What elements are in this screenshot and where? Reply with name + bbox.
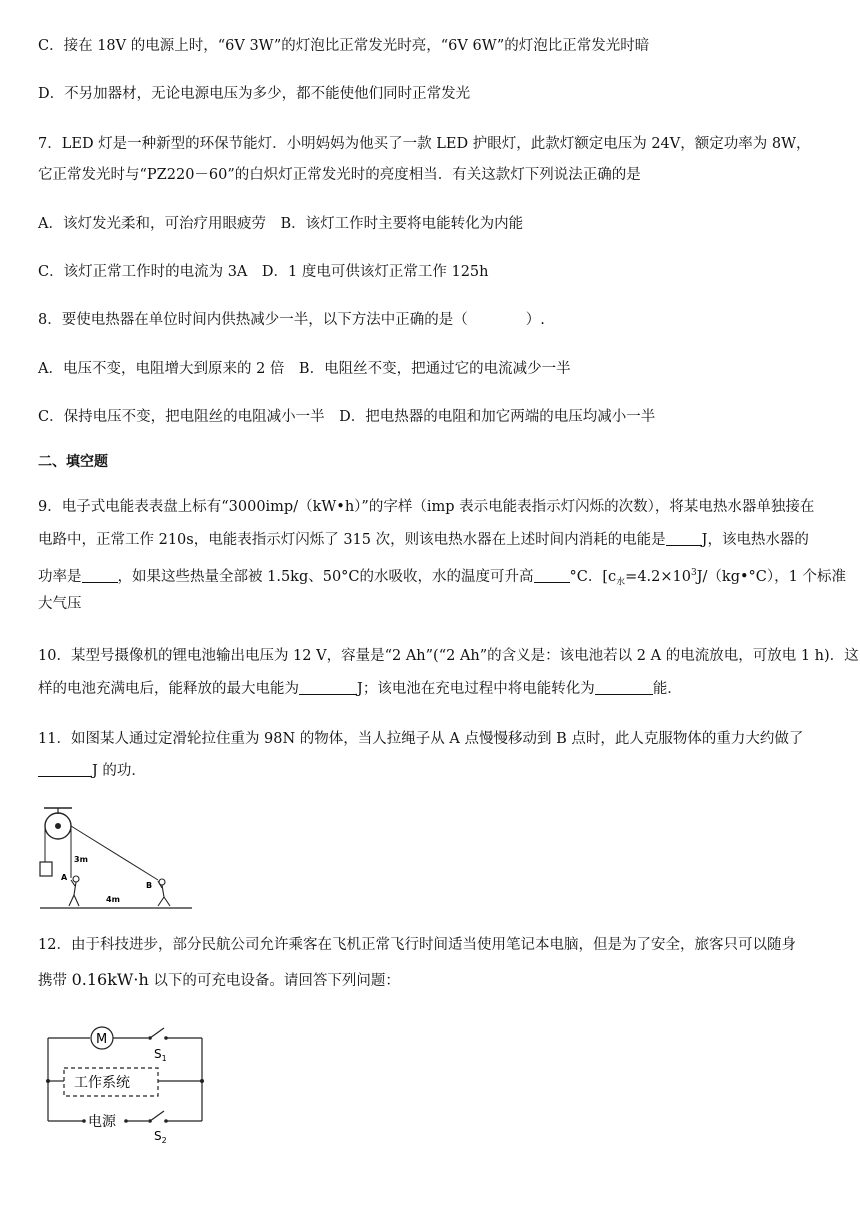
q6-option-d: D．不另加器材，无论电源电压为多少，都不能使他们同时正常发光 bbox=[38, 86, 471, 102]
q10-line2 bbox=[38, 679, 828, 699]
switch-s1-label: $S_1$ bbox=[154, 1047, 167, 1063]
q8-options-cd: C．保持电压不变，把电阻丝的电阻减小一半 D．把电热器的电阻和加它两端的电压均减小一半 bbox=[38, 409, 656, 425]
q12-energy-limit: 0.16kW·h bbox=[71, 970, 149, 989]
q9-line3-text-a: 功率是 bbox=[38, 568, 82, 585]
q9-line3 bbox=[38, 563, 846, 593]
q9-exponent: 3 bbox=[690, 568, 697, 578]
q11-blank-work[interactable] bbox=[38, 762, 92, 777]
rope-slanted bbox=[71, 826, 158, 880]
distance-label: 4m bbox=[106, 895, 120, 904]
point-a-label: A bbox=[61, 873, 68, 882]
q9-blank-temperature[interactable] bbox=[534, 568, 570, 583]
q10-line2-text-b: J；该电池在充电过程中将电能转化为 bbox=[357, 681, 595, 697]
q9-line3-text-b: ，如果这些热量全部被 1.5kg、50°C的水吸收，水的温度可升高 bbox=[117, 568, 534, 585]
q7-options-ab: A．该灯发光柔和，可治疗用眼疲劳 B．该灯工作时主要将电能转化为内能 bbox=[38, 216, 524, 232]
q12-line1: 12．由于科技进步，部分民航公司允许乘客在飞机正常飞行时间适当使用笔记本电脑，但是为了安全，旅客只可以随身 bbox=[38, 937, 796, 953]
person-at-a bbox=[69, 876, 79, 906]
q9-line2-text-b: J，该电热水器的 bbox=[701, 532, 809, 548]
q9-blank-energy[interactable] bbox=[666, 531, 702, 546]
pulley-figure bbox=[36, 800, 196, 912]
q9-line2-text-a: 电路中，正常工作 210s，电能表指示灯闪烁了 315 次，则该电热水器在上述时间内消耗的电能是 bbox=[38, 532, 666, 548]
q12-line2-text-c: 以下的可充电设备。请回答下列问题： bbox=[148, 973, 400, 989]
section-heading-fill-in: 二、填空题 bbox=[38, 454, 108, 470]
q9-line3-text-e: J/（kg•°C），1 个标准 bbox=[696, 568, 846, 585]
point-b-label: B bbox=[146, 881, 153, 890]
q6-option-c: C．接在 18V 的电源上时，“6V 3W”的灯泡比正常发光时亮，“6V 6W”的灯泡比正常发光时暗 bbox=[38, 38, 650, 54]
weight-block bbox=[40, 862, 52, 876]
q10-blank-form[interactable] bbox=[595, 680, 653, 695]
q9-line3-text-c: °C．[c bbox=[569, 568, 617, 585]
q10-line1: 10．某型号摄像机的锂电池输出电压为 12 V，容量是“2 Ah”(“2 Ah”的含义是：该电池若以 2 A 的电流放电，可放电 1 h)．这 bbox=[38, 648, 859, 664]
q11-line2 bbox=[38, 761, 828, 781]
q9-line2 bbox=[38, 530, 828, 550]
q11-line2-text: J 的功． bbox=[92, 763, 146, 779]
q8-stem: 8．要使电热器在单位时间内供热减少一半，以下方法中正确的是（ ）. bbox=[38, 312, 545, 328]
q7-options-cd: C．该灯正常工作时的电流为 3A D．1 度电可供该灯正常工作 125h bbox=[38, 264, 489, 280]
q12-line2 bbox=[38, 970, 828, 991]
motor-label: M bbox=[96, 1032, 108, 1047]
q9-line4: 大气压 bbox=[38, 596, 82, 612]
q10-line2-text-c: 能． bbox=[652, 681, 682, 697]
person-at-b bbox=[158, 879, 170, 906]
q7-stem-line1: 7．LED 灯是一种新型的环保节能灯．小明妈妈为他买了一款 LED 护眼灯，此款灯额定电压为 24V，额定功率为 8W， bbox=[38, 136, 811, 152]
power-source-label: 电源 bbox=[88, 1114, 116, 1130]
switch-s1 bbox=[150, 1028, 164, 1038]
work-system-label: 工作系统 bbox=[74, 1075, 130, 1091]
q10-line2-text-a: 样的电池充满电后，能释放的最大电能为 bbox=[38, 681, 299, 697]
q7-stem-line2: 它正常发光时与“PZ220－60”的白炽灯正常发光时的亮度相当．有关这款灯下列说法正确的是 bbox=[38, 167, 641, 183]
q8-options-ab: A．电压不变，电阻增大到原来的 2 倍 B．电阻丝不变，把通过它的电流减少一半 bbox=[38, 361, 571, 377]
q12-line2-text-a: 携带 bbox=[38, 973, 72, 989]
switch-s2 bbox=[150, 1111, 164, 1121]
switch-s2-label: $S_2$ bbox=[154, 1129, 167, 1143]
q9-line1: 9．电子式电能表表盘上标有“3000imp/（kW•h）”的字样（imp 表示电能表指示灯闪烁的次数），将某电热水器单独接在 bbox=[38, 499, 815, 515]
q10-blank-energy[interactable] bbox=[299, 680, 357, 695]
height-label: 3m bbox=[74, 855, 88, 864]
q11-line1: 11．如图某人通过定滑轮拉住重为 98N 的物体，当人拉绳子从 A 点慢慢移动到 B 点时，此人克服物体的重力大约做了 bbox=[38, 731, 804, 747]
q9-blank-power[interactable] bbox=[82, 568, 118, 583]
circuit-diagram bbox=[40, 1018, 220, 1143]
q9-line3-text-d: =4.2×10 bbox=[625, 568, 691, 585]
q9-water-subscript: 水 bbox=[616, 577, 626, 588]
